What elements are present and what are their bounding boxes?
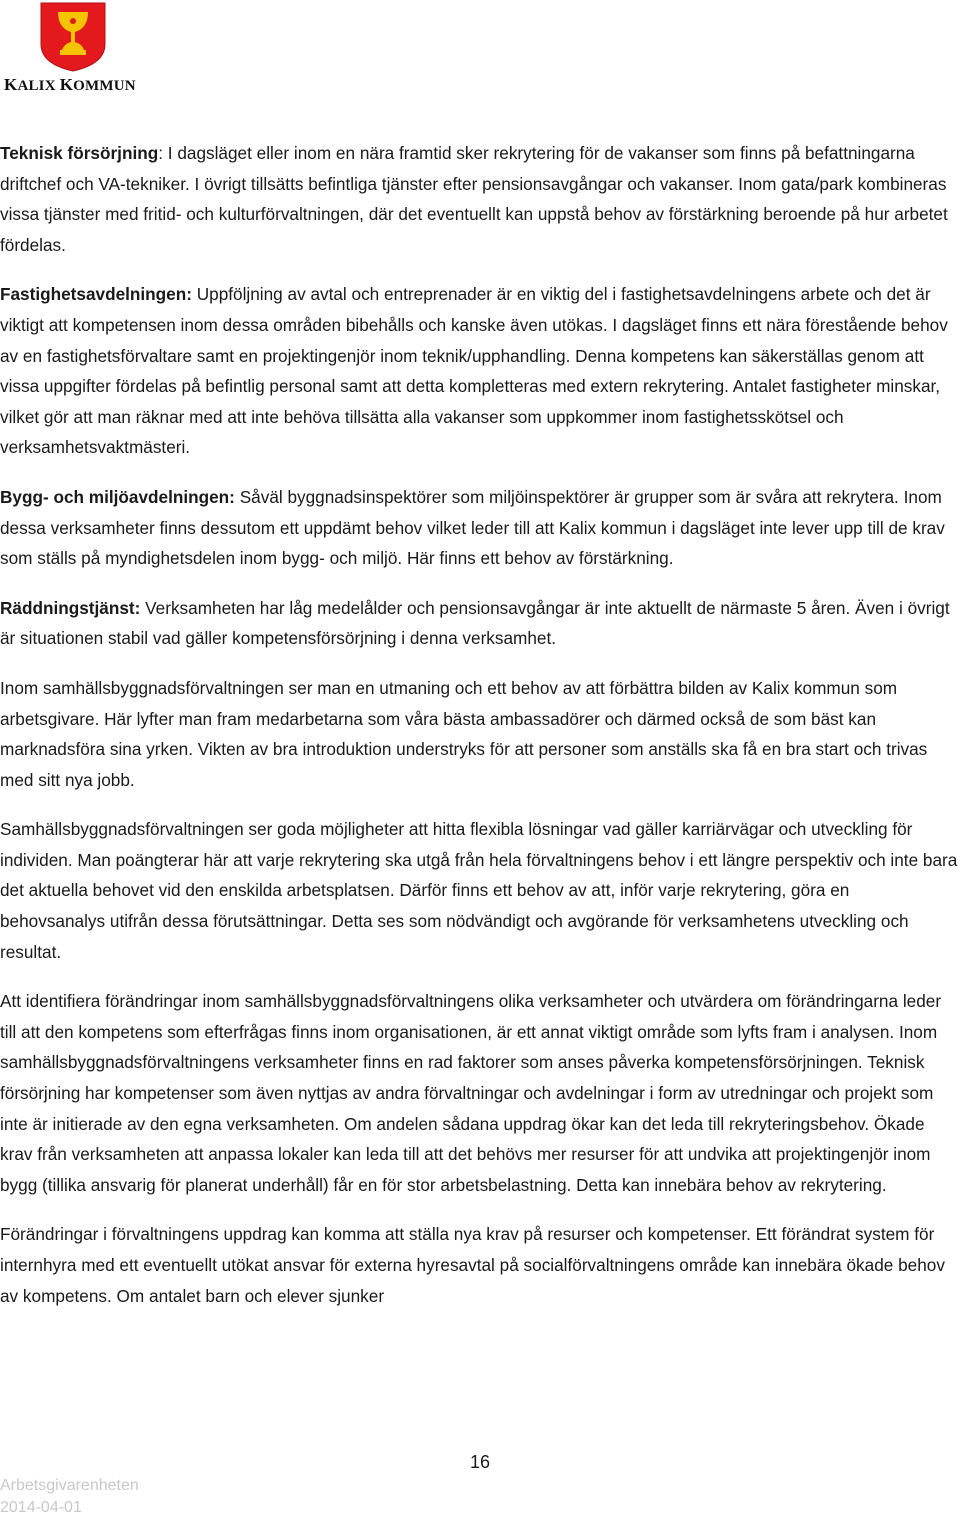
organization-name: KALIX KOMMUN — [4, 75, 136, 94]
paragraph-karriarvagar — [0, 814, 958, 967]
paragraph-arbetsgivarbild — [0, 673, 958, 795]
paragraph-heading: Teknisk försörjning — [0, 143, 159, 163]
paragraph-heading: Bygg- och miljöavdelningen: — [0, 486, 235, 507]
municipality-logo — [0, 0, 160, 100]
paragraph-heading: Räddningstjänst: — [0, 597, 141, 618]
paragraph-text: Samhällsbyggnadsförvaltningen ser goda möjligheter att hitta flexibla lösningar vad gäller karriärvägar och utveckling för individen. Man poängterar här att varje rekrytering ska utgå från hela förvaltningens behov i ett längre perspektiv och inte bara det aktuella behovet vid den enskilda arbetsplatsen. Därför finns ett behov av att, inför varje rekrytering, göra en behovsanalys utifrån dessa förutsättningar. Detta ses som nödvändigt och avgörande för verksamhetens utveckling och resultat. — [0, 819, 958, 962]
paragraph-forandringar-uppdrag — [0, 1219, 958, 1311]
paragraph-text: Att identifiera förändringar inom samhällsbyggnadsförvaltningens olika verksamheter och utvärdera om förändringarna leder till att den kompetens som efterfrågas finns inom organisationen, är ett annat viktigt område som lyfts fram i analysen. Inom samhällsbyggnadsförvaltningens verksamheter finns en rad faktorer som anses påverka kompetensförsörjningen. Teknisk försörjning har kompetenser som även nyttjas av andra förvaltningar och avdelningar i form av utredningar och projekt som inte är initierade av den egna verksamheten. Om andelen sådana uppdrag ökar kan det leda till rekryteringsbehov. Ökade krav från verksamheten att anpassa lokaler kan leda till att det behövs mer resurser för att undvika att projektingenjör inom bygg (tillika ansvarig för planerat underhåll) får en för stor arbetsbelastning. Detta kan innebära behov av rekrytering. — [0, 991, 942, 1195]
footer-date: 2014-04-01 — [0, 1499, 82, 1516]
document-body — [0, 138, 958, 1330]
paragraph-heading: Fastighetsavdelningen: — [0, 284, 192, 305]
page-number: 16 — [469, 1452, 491, 1472]
paragraph-text: Förändringar i förvaltningens uppdrag kan komma att ställa nya krav på resurser och kompetenser. Ett förändrat system för internhyra med ett eventuellt utökat ansvar för externa hyresavtal på socialförvaltningens område kan innebära ökade behov av kompetens. Om antalet barn och elever sjunker — [0, 1224, 945, 1306]
paragraph-text: I dagsläget eller inom en nära framtid sker rekrytering för de vakanser som finns på befattningarna driftchef och VA-tekniker. I övrigt tillsätts befintliga tjänster efter pensionsavgångar och vakanser. Inom gata/park kombineras vissa tjänster med fritid- och kulturförvaltningen, där det eventuellt kan uppstå behov av förstärkning beroende på hur arbetet fördelas. — [0, 143, 948, 255]
paragraph-raddningstjanst — [0, 593, 958, 654]
paragraph-fastighetsavdelningen — [0, 279, 958, 463]
paragraph-text: Verksamheten har låg medelålder och pensionsavgångar är inte aktuellt de närmaste 5 åren. Även i övrigt är situationen stabil vad gäller kompetensförsörjning i denna verksamhet. — [0, 597, 950, 649]
coat-of-arms-icon — [40, 2, 106, 72]
paragraph-bygg-och-miljo — [0, 482, 958, 574]
paragraph-text: Inom samhällsbyggnadsförvaltningen ser man en utmaning och ett behov av att förbättra bilden av Kalix kommun som arbetsgivare. Här lyfter man fram medarbetarna som våra bästa ambassadörer och därmed också de som bäst kan marknadsföra sina yrken. Vikten av bra introduktion understryks för att personer som anställs ska få en bra start och trivas med sitt nya jobb. — [0, 677, 928, 790]
paragraph-text: Uppföljning av avtal och entreprenader är en viktig del i fastighetsavdelningens arbete och det är viktigt att kompetensen inom dessa områden bibehålls och kanske även utökas. I dagsläget finns ett nära förestående behov av en fastighetsförvaltare samt en projektingenjör inom teknik/upphandling. Denna kompetens kan säkerställas genom att vissa uppgifter fördelas på befintlig personal samt att detta kompletteras med extern rekrytering. Antalet fastigheter minskar, vilket gör att man räknar med att inte behöva tillsätta alla vakanser som uppkommer inom fastighetsskötsel och verksamhetsvaktmästeri. — [0, 284, 948, 458]
paragraph-text: Såväl byggnadsinspektörer som miljöinspektörer är grupper som är svåra att rekrytera. Inom dessa verksamheter finns dessutom ett uppdämt behov vilket leder till att Kalix kommun i dagsläget inte lever upp till de krav som ställs på myndighetsdelen inom bygg- och miljö. Här finns ett behov av förstärkning. — [0, 486, 945, 569]
paragraph-forandringar-analys — [0, 986, 958, 1200]
footer-department: Arbetsgivarenheten — [0, 1477, 139, 1494]
paragraph-teknisk-forsorjning: Teknisk försörjning: I dagsläget eller inom en nära framtid sker rekrytering för de vakanser som finns på befattningarna driftchef och VA-tekniker. I övrigt tillsätts befintliga tjänster efter pensionsavgångar och vakanser. Inom gata/park kombineras vissa tjänster med fritid- och kulturförvaltningen, där det eventuellt kan uppstå behov av förstärkning beroende på hur arbetet fördelas. — [0, 143, 948, 255]
